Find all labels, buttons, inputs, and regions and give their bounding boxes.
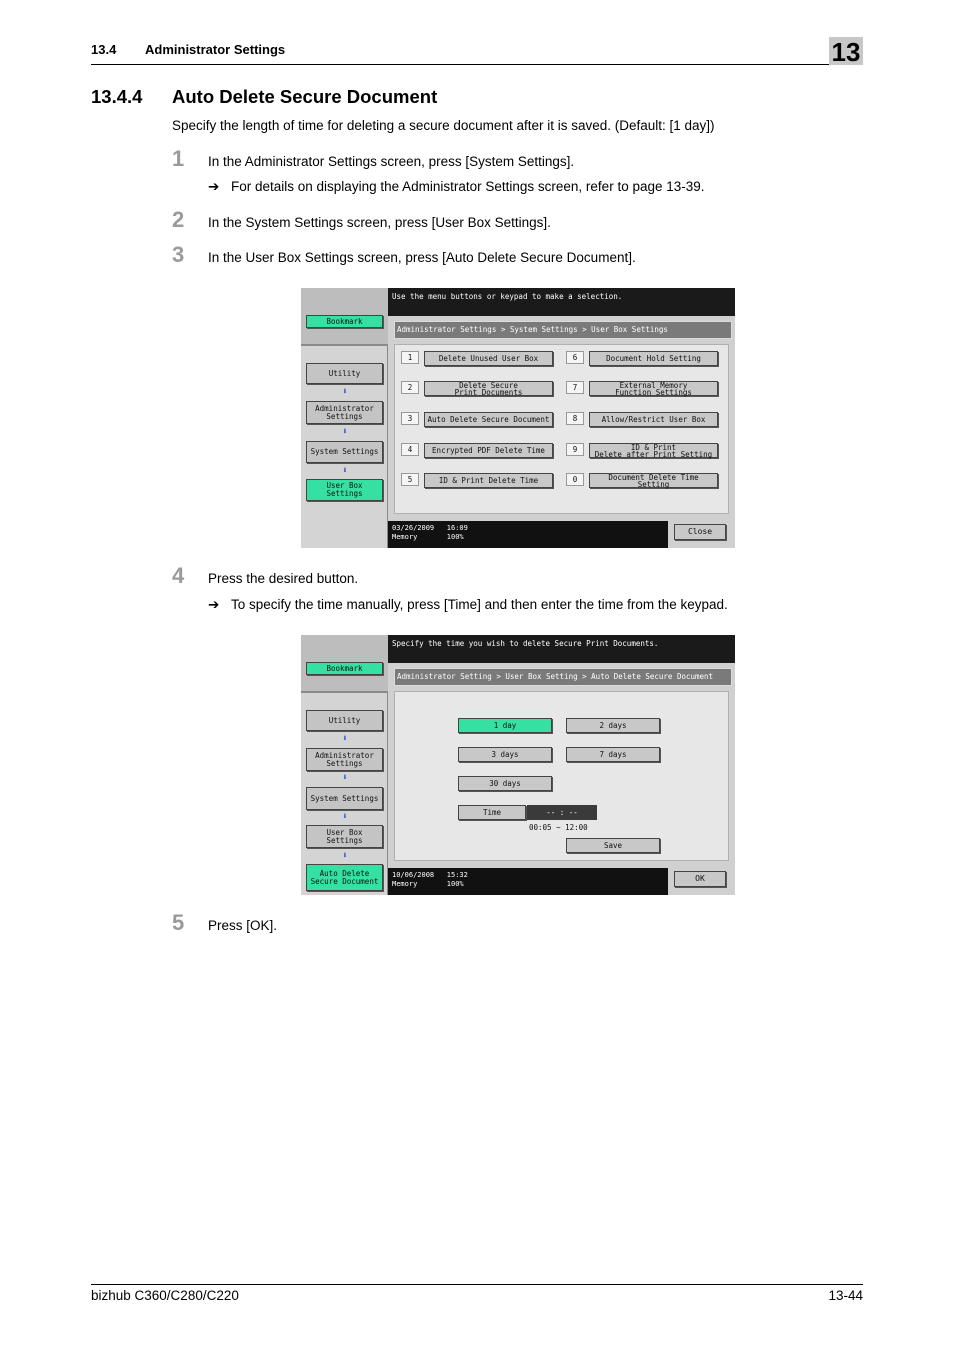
- close-button[interactable]: Close: [674, 524, 726, 540]
- ok-button[interactable]: OK: [674, 871, 726, 887]
- header-section-title: Administrator Settings: [145, 42, 286, 57]
- id-print-delete-after-print-button[interactable]: ID & Print Delete after Print Setting: [589, 443, 718, 458]
- section-intro: Specify the length of time for deleting a secure document after it is saved. (Default: [1 day]): [172, 118, 715, 133]
- settings-panel: [394, 344, 729, 514]
- id-print-delete-time-button[interactable]: ID & Print Delete Time: [424, 473, 553, 488]
- administrator-settings-button[interactable]: Administrator Settings: [306, 401, 383, 424]
- breadcrumb: Administrator Settings > System Settings > User Box Settings: [394, 321, 732, 339]
- footer-model: bizhub C360/C280/C220: [91, 1288, 239, 1303]
- step-text-1: In the Administrator Settings screen, press [System Settings].: [208, 154, 575, 169]
- instruction-message: Use the menu buttons or keypad to make a selection.: [392, 292, 623, 301]
- key-number: 0: [566, 473, 584, 486]
- settings-panel: [394, 691, 729, 861]
- step-text-5: Press [OK].: [208, 918, 278, 933]
- step-text-4: Press the desired button.: [208, 571, 359, 586]
- two-days-button[interactable]: 2 days: [566, 718, 660, 733]
- step-number-5: 5: [172, 910, 185, 935]
- key-number: 1: [401, 351, 419, 364]
- key-number: 4: [401, 443, 419, 456]
- down-arrow-icon: ⬇: [342, 734, 348, 744]
- key-number: 8: [566, 412, 584, 425]
- footer-rule: [91, 1284, 863, 1285]
- delete-secure-print-documents-button[interactable]: Delete Secure Print Documents: [424, 381, 553, 396]
- status-bar: [388, 521, 735, 548]
- key-number: 9: [566, 443, 584, 456]
- down-arrow-icon: ⬇: [342, 851, 348, 861]
- sidebar: [301, 288, 388, 548]
- utility-button[interactable]: Utility: [306, 363, 383, 384]
- main-area: [388, 663, 735, 868]
- footer-page-number: 13-44: [828, 1288, 863, 1303]
- chapter-number-badge: 13: [829, 37, 863, 65]
- breadcrumb: Administrator Setting > User Box Setting > Auto Delete Secure Document: [394, 668, 732, 686]
- save-button[interactable]: Save: [566, 838, 660, 853]
- document-hold-setting-button[interactable]: Document Hold Setting: [589, 351, 718, 366]
- down-arrow-icon: ⬇: [342, 427, 348, 437]
- screenshot-auto-delete-secure-document: [301, 635, 735, 895]
- bookmark-button[interactable]: Bookmark: [306, 662, 383, 675]
- arrow-icon: ➔: [208, 179, 220, 194]
- step-note-4: ➔ To specify the time manually, press [Time] and then enter the time from the keypad.: [208, 597, 728, 612]
- main-area: [388, 316, 735, 521]
- down-arrow-icon: ⬇: [342, 387, 348, 397]
- time-range-label: 00:05 ~ 12:00: [529, 823, 588, 832]
- thirty-days-button[interactable]: 30 days: [458, 776, 552, 791]
- system-settings-button[interactable]: System Settings: [306, 787, 383, 810]
- user-box-settings-button[interactable]: User Box Settings: [306, 825, 383, 848]
- date-memory-readout: 10/06/2008 15:32 Memory 100%: [392, 871, 468, 888]
- auto-delete-secure-document-button[interactable]: Auto Delete Secure Document: [306, 864, 383, 891]
- encrypted-pdf-delete-time-button[interactable]: Encrypted PDF Delete Time: [424, 443, 553, 458]
- utility-button[interactable]: Utility: [306, 710, 383, 731]
- seven-days-button[interactable]: 7 days: [566, 747, 660, 762]
- sidebar: [301, 635, 388, 895]
- system-settings-button[interactable]: System Settings: [306, 441, 383, 463]
- section-title: Auto Delete Secure Document: [172, 86, 438, 107]
- date-memory-readout: 03/26/2009 16:09 Memory 100%: [392, 524, 468, 541]
- step-number-1: 1: [172, 146, 185, 171]
- down-arrow-icon: ⬇: [342, 812, 348, 822]
- arrow-icon: ➔: [208, 597, 220, 612]
- auto-delete-secure-document-button[interactable]: Auto Delete Secure Document: [424, 412, 553, 427]
- key-number: 2: [401, 381, 419, 394]
- header-section-number: 13.4: [91, 42, 117, 57]
- delete-unused-user-box-button[interactable]: Delete Unused User Box: [424, 351, 553, 366]
- status-bar: [388, 868, 735, 895]
- screenshot-user-box-settings: [301, 288, 735, 548]
- step-number-2: 2: [172, 207, 185, 232]
- step-number-3: 3: [172, 242, 185, 267]
- key-number: 3: [401, 412, 419, 425]
- step-number-4: 4: [172, 563, 185, 588]
- bookmark-button[interactable]: Bookmark: [306, 315, 383, 328]
- three-days-button[interactable]: 3 days: [458, 747, 552, 762]
- key-number: 5: [401, 473, 419, 486]
- section-heading: [91, 86, 437, 108]
- step-text-2: In the System Settings screen, press [User Box Settings].: [208, 215, 551, 230]
- section-number: 13.4.4: [91, 86, 143, 107]
- user-box-settings-button[interactable]: User Box Settings: [306, 479, 383, 501]
- administrator-settings-button[interactable]: Administrator Settings: [306, 748, 383, 771]
- down-arrow-icon: ⬇: [342, 773, 348, 783]
- external-memory-function-settings-button[interactable]: External Memory Function Settings: [589, 381, 718, 396]
- instruction-message: Specify the time you wish to delete Secure Print Documents.: [392, 639, 659, 648]
- time-button[interactable]: Time: [458, 805, 526, 820]
- key-number: 6: [566, 351, 584, 364]
- step-note-1: ➔ For details on displaying the Administrator Settings screen, refer to page 13-39.: [208, 179, 705, 194]
- document-delete-time-setting-button[interactable]: Document Delete Time Setting: [589, 473, 718, 488]
- header-rule: [91, 64, 863, 65]
- down-arrow-icon: ⬇: [342, 466, 348, 476]
- key-number: 7: [566, 381, 584, 394]
- step-text-3: In the User Box Settings screen, press [Auto Delete Secure Document].: [208, 250, 636, 265]
- allow-restrict-user-box-button[interactable]: Allow/Restrict User Box: [589, 412, 718, 427]
- one-day-button[interactable]: 1 day: [458, 718, 552, 733]
- time-input-display[interactable]: -- : --: [527, 805, 597, 820]
